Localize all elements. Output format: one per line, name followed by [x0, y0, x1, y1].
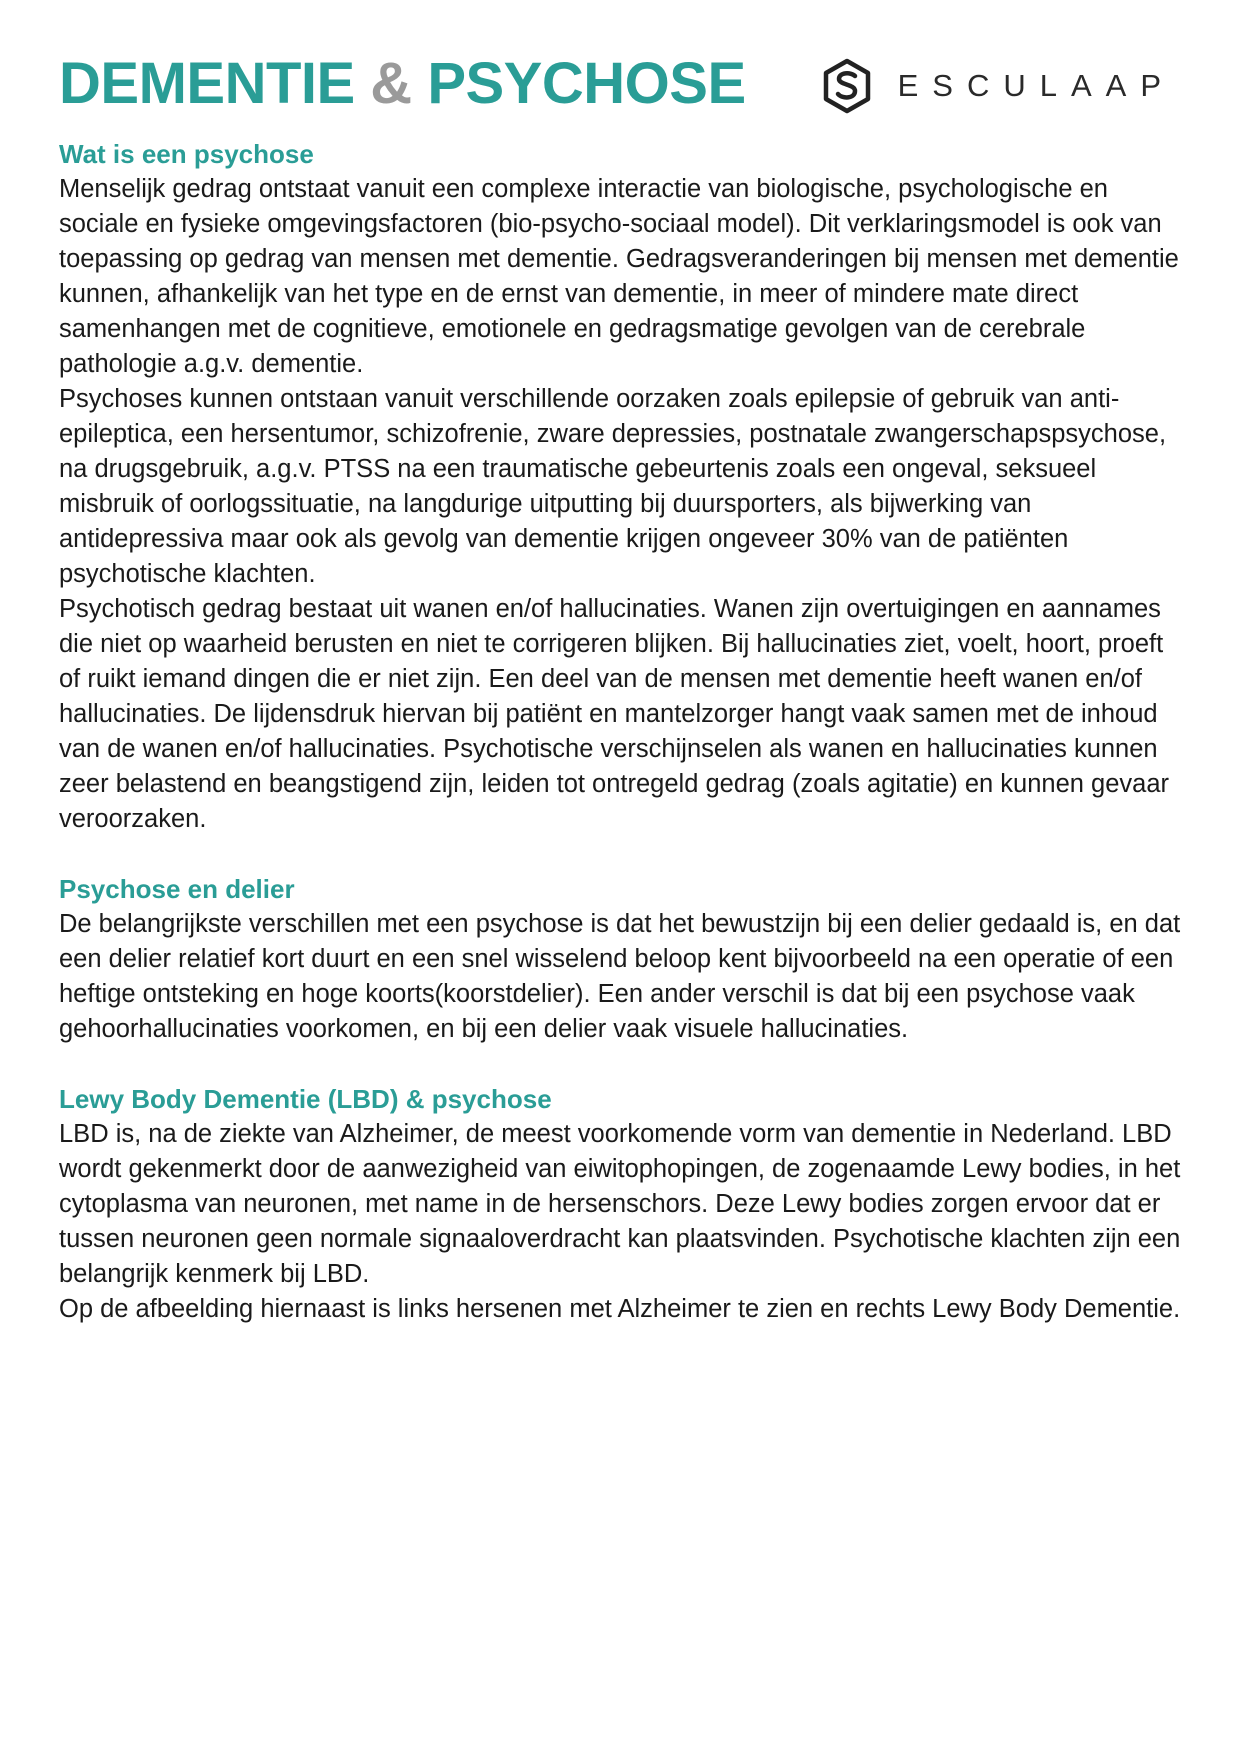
paragraph: De belangrijkste verschillen met een psychose is dat het bewustzijn bij een delier gedaald is, en dat een delier relatief kort duurt en een snel wisselend beloop kent bijvoorbeeld na een operatie of een heftige ontsteking en hoge koorts(koorstdelier). Een ander verschil is dat bij een psychose vaak gehoorhallucinaties voorkomen, en bij een delier vaak visuele hallucinaties. [59, 910, 1181, 1043]
section-heading: Wat is een psychose [59, 139, 314, 169]
title-word-psychose: PSYCHOSE [427, 51, 746, 116]
page-header [59, 44, 1181, 124]
esculaap-hexagon-s-icon [822, 58, 872, 114]
paragraph: Menselijk gedrag ontstaat vanuit een complexe interactie van biologische, psychologische en sociale en fysieke omgevingsfactoren (bio-psycho-sociaal model). Dit verklaringsmodel is ook van toepassing op gedrag van mensen met dementie. Gedragsveranderingen bij mensen met dementie kunnen, afhankelijk van het type en de ernst van dementie, in meer of mindere mate direct samenhangen met de cognitieve, emotionele en gedragsmatige gevolgen van de cerebrale pathologie a.g.v. dementie. [59, 175, 1179, 378]
brand-logo [822, 57, 1175, 115]
title-word-dementie: DEMENTIE [59, 51, 355, 116]
paragraph: Psychoses kunnen ontstaan vanuit verschillende oorzaken zoals epilepsie of gebruik van anti-epileptica, een hersentumor, schizofrenie, zware depressies, postnatale zwangerschapspsychose, na drugsgebruik, a.g.v. PTSS na een traumatische gebeurtenis zoals een ongeval, seksueel misbruik of oorlogssituatie, na langdurige uitputting bij duursporters, als bijwerking van antidepressiva maar ook als gevolg van dementie krijgen ongeveer 30% van de patiënten psychotische klachten. [59, 385, 1167, 588]
brand-name: ESCULAAP [897, 68, 1175, 103]
document-body [59, 137, 1189, 1327]
section-lewy-body-dementie [59, 1082, 1189, 1327]
section-psychose-en-delier [59, 872, 1189, 1047]
paragraph: LBD is, na de ziekte van Alzheimer, de meest voorkomende vorm van dementie in Nederland. LBD wordt gekenmerkt door de aanwezigheid van eiwitophopingen, de zogenaamde Lewy bodies, in het cytoplasma van neuronen, met name in de hersenschors. Deze Lewy bodies zorgen ervoor dat er tussen neuronen geen normale signaaloverdracht kan plaatsvinden. Psychotische klachten zijn een belangrijk kenmerk bij LBD. [59, 1120, 1181, 1288]
section-heading: Lewy Body Dementie (LBD) & psychose [59, 1084, 552, 1114]
paragraph: Op de afbeelding hiernaast is links hersenen met Alzheimer te zien en rechts Lewy Body Dementie. [59, 1295, 1181, 1323]
title-ampersand: & [354, 51, 428, 116]
paragraph: Psychotisch gedrag bestaat uit wanen en/of hallucinaties. Wanen zijn overtuigingen en aannames die niet op waarheid berusten en niet te corrigeren blijken. Bij hallucinaties ziet, voelt, hoort, proeft of ruikt iemand dingen die er niet zijn. Een deel van de mensen met dementie heeft wanen en/of hallucinaties. De lijdensdruk hiervan bij patiënt en mantelzorger hangt vaak samen met de inhoud van de wanen en/of hallucinaties. Psychotische verschijnselen als wanen en hallucinaties kunnen zeer belastend en beangstigend zijn, leiden tot ontregeld gedrag (zoals agitatie) en kunnen gevaar veroorzaken. [59, 595, 1170, 833]
page-title [59, 44, 746, 124]
section-heading: Psychose en delier [59, 874, 295, 904]
section-wat-is-een-psychose [59, 137, 1189, 837]
